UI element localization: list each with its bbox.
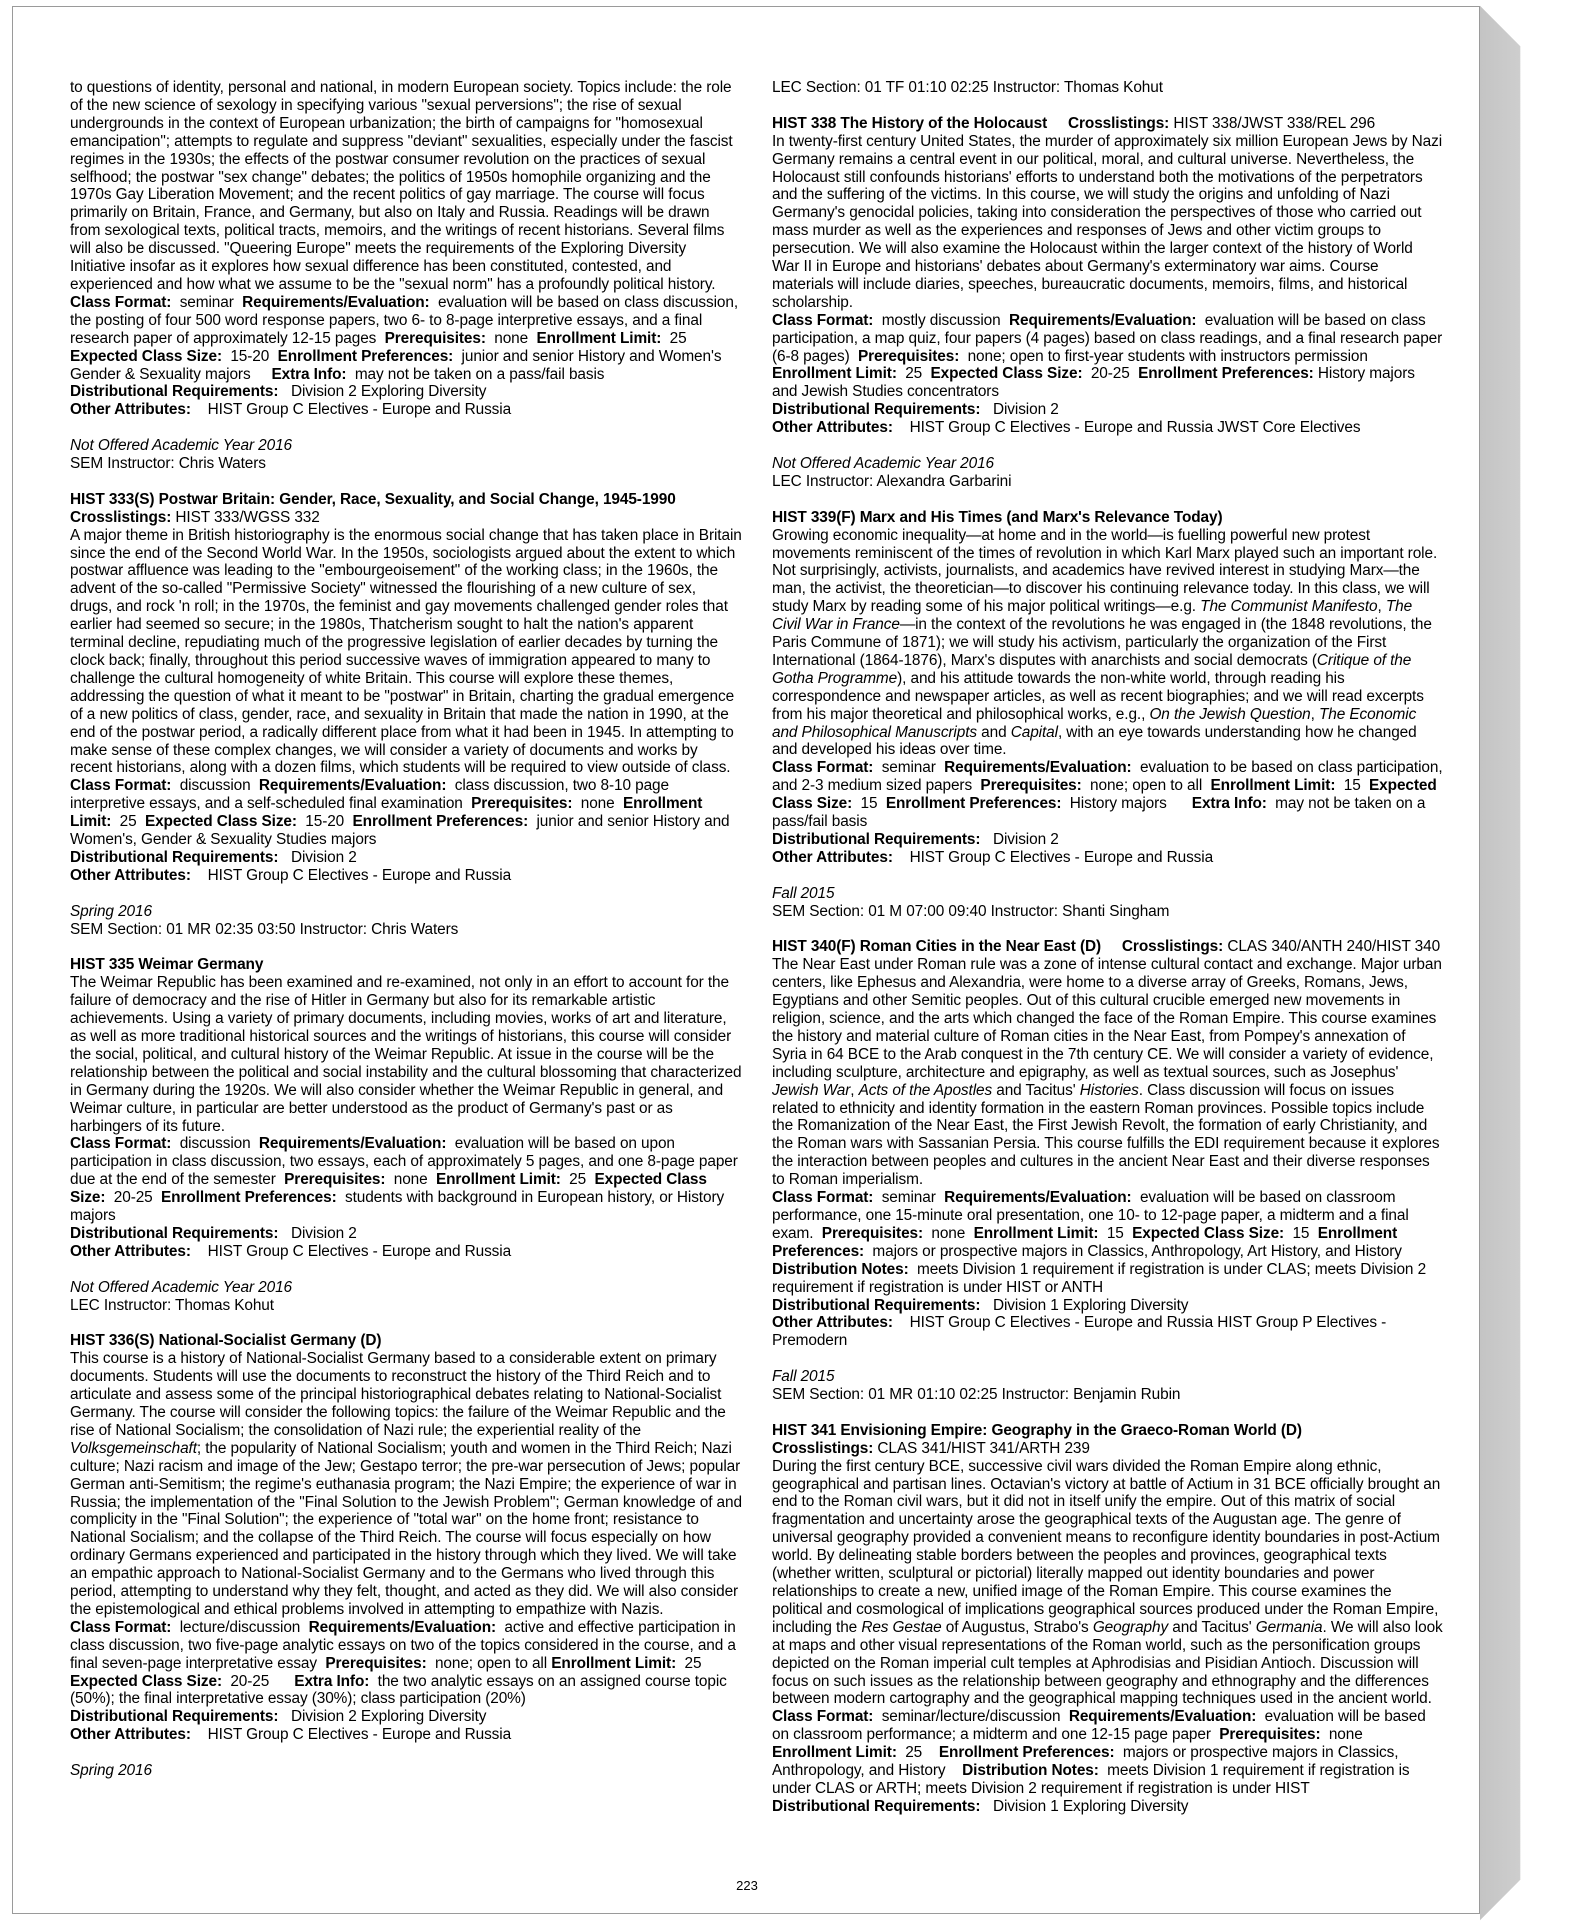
enrollment-limit-label: Enrollment Limit: (435, 1171, 561, 1189)
requirements-label: Requirements/Evaluation: (242, 293, 430, 311)
page-edge-shadow (1480, 0, 1576, 1926)
requirements-value: active and effective participation in class discussion, two five-page analytic essays on two of the topics considered in the course, and a final seven-page interpretative essay (70, 1618, 736, 1672)
prerequisites-value: none (580, 795, 615, 813)
description-part: During the first century BCE, successive civil wars divided the Roman Empire along ethnic, geographical and partisan lines. Octavian's victory at battle of Actium in 31 BCE officially brought an end to the Roman civil wars, but it did not in itself unify the empire. Out of this matrix of social fragmentation and uncertainty arose the geographical texts of the Augustan age. The genre of universal geography provided a convenient means to reconfigure identity boundaries in post-Actium world. By delineating stable borders between the peoples and provinces, geographical texts (whether written, sculptural or pictorial) literally mapped out identity boundaries and power relationships to create a new, unified image of the Roman Empire. This course examines the political and cosmological of implications geographical sources produced under the Roman Empire, including the (772, 1457, 1441, 1636)
course-description (772, 956, 1444, 1189)
enrollment-limit-label: Enrollment Limit: (772, 365, 897, 383)
class-format-value: seminar/lecture/discussion (881, 1708, 1061, 1726)
enrollment-prefs-value: students with background in European history, or History majors (70, 1189, 725, 1225)
description-italic: Histories (1079, 1081, 1139, 1099)
extra-info-label: Extra Info: (294, 1672, 370, 1690)
course-details (772, 312, 1444, 402)
enrollment-limit-label: Enrollment Limit: (70, 795, 703, 831)
description-italic: Res Gestae (861, 1618, 942, 1636)
course-description: In twenty-first century United States, the murder of approximately six million European Jews by Nazi Germany remains a central event in our political, moral, and cultural universe. Nevertheless, the Holocaust still confounds historians' efforts to understand both the motivations of the perpetrators and the suffering of the victims. In this course, we will study the origins and unfolding of Nazi Germany's genocidal policies, taking into consideration the perspectives of those who carried out mass murder as well as the experiences and responses of Jews and other victim groups to persecution. We will also examine the Holocaust within the larger context of the history of World War II in Europe and historians' debates about Germany's exterminatory war aims. Course materials will include diaries, speeches, bureaucratic documents, memoirs, films, and historical scholarship. (772, 132, 1443, 311)
expected-size-value: 20-25 (230, 1672, 270, 1690)
offering-term: Not Offered Academic Year 2016 (70, 1278, 293, 1296)
description-part: , (1310, 705, 1319, 723)
offering-section: SEM Section: 01 MR 01:10 02:25 Instructor: Benjamin Rubin (772, 1386, 1181, 1404)
prerequisites-label: Prerequisites: (821, 1224, 924, 1242)
other-attributes-line (772, 419, 1444, 437)
distributional-value: Division 2 Exploring Diversity (290, 383, 487, 401)
other-attributes-value: HIST Group C Electives - Europe and Russia (207, 866, 512, 884)
crosslistings-value: CLAS 341/HIST 341/ARTH 239 (877, 1439, 1090, 1457)
crosslistings-label: Crosslistings: (1067, 114, 1170, 132)
offering-section: LEC Instructor: Alexandra Garbarini (772, 472, 1012, 490)
enrollment-limit-value: 25 (569, 1171, 587, 1189)
expected-size-value: 20-25 (1090, 365, 1130, 383)
course-details (70, 1135, 742, 1225)
course-heading-hist-340: HIST 340(F) Roman Cities in the Near East (D) (772, 938, 1102, 956)
distributional-label: Distributional Requirements: (772, 831, 981, 849)
class-format-value: discussion (179, 777, 251, 795)
distributional-value: Division 1 Exploring Diversity (992, 1296, 1189, 1314)
enrollment-limit-value: 25 (669, 329, 687, 347)
description-part: This course is a history of National-Socialist Germany based to a considerable extent on primary documents. Students will use the documents to reconstruct the history of the Third Reich and to articulate and assess some of the principal historiographical debates relating to National-Socialist Germany. The course will consider the following topics: the failure of the Weimar Republic and the rise of National Socialism; the consolidation of Nazi rule; the experiential reality of the (70, 1350, 726, 1439)
enrollment-limit-label: Enrollment Limit: (973, 1224, 1099, 1242)
enrollment-prefs-label: Enrollment Preferences: (885, 795, 1062, 813)
offering-term: Spring 2016 (70, 1762, 152, 1780)
distributional-line (772, 1798, 1444, 1816)
enrollment-prefs-label: Enrollment Preferences: (352, 813, 529, 831)
distributional-label: Distributional Requirements: (70, 848, 279, 866)
class-format-value: mostly discussion (881, 311, 1001, 329)
requirements-label: Requirements/Evaluation: (1068, 1708, 1257, 1726)
enrollment-prefs-value: junior and senior History and Women's, Gender & Sexuality Studies majors (70, 813, 730, 849)
expected-size-label: Expected Class Size: (70, 1171, 707, 1207)
course-details (70, 777, 742, 849)
other-attributes-value: HIST Group C Electives - Europe and Russia (909, 848, 1214, 866)
enrollment-limit-value: 25 (905, 365, 923, 383)
enrollment-prefs-label: Enrollment Preferences: (161, 1189, 337, 1207)
distributional-label: Distributional Requirements: (772, 1797, 981, 1815)
offering-term: Not Offered Academic Year 2016 (70, 437, 293, 455)
document-page (12, 6, 1480, 1914)
enrollment-limit-label: Enrollment Limit: (536, 329, 662, 347)
prerequisites-value: none; open to all (1090, 777, 1203, 795)
description-part: , (850, 1081, 859, 1099)
other-attributes-line (70, 1243, 742, 1261)
description-part: and Tacitus' (1168, 1618, 1256, 1636)
description-part: . We will also look at maps and other visual representations of the Roman world, such as the personification groups depicted on the Roman imperial cult temples at Aphrodisias and Pisidian Antioch. Discussion will focus on such issues as the relationship between geography and ethnography and the differences between modern cartography and the geographical mapping techniques used in the ancient world. (772, 1618, 1443, 1708)
course-heading-hist-341: HIST 341 Envisioning Empire: Geography in the Graeco-Roman World (D) (772, 1421, 1302, 1439)
prerequisites-value: none; open to first-year students with instructors permission (967, 347, 1368, 365)
prerequisites-value: none (393, 1171, 428, 1189)
description-italic: Germania (1255, 1618, 1323, 1636)
course-description (772, 527, 1444, 760)
distributional-label: Distributional Requirements: (70, 1224, 279, 1242)
requirements-label: Requirements/Evaluation: (258, 777, 447, 795)
enrollment-prefs-value: majors or prospective majors in Classics, Anthropology, and History (772, 1744, 1399, 1780)
requirements-value: evaluation will be based on class discussion, the posting of four 500 word response papers, two 6- to 8-page interpretive essays, and a final research paper of approximately 12-15 pages (70, 293, 739, 347)
distributional-line (70, 849, 742, 867)
enrollment-limit-label: Enrollment Limit: (551, 1654, 677, 1672)
offering-section: LEC Instructor: Thomas Kohut (70, 1296, 274, 1314)
extra-info-label: Extra Info: (1191, 795, 1267, 813)
other-attributes-label: Other Attributes: (772, 419, 893, 437)
offering-section: SEM Section: 01 MR 02:35 03:50 Instructor: Chris Waters (70, 920, 459, 938)
extra-info-value: may not be taken on a pass/fail basis (354, 365, 605, 383)
other-attributes-line (772, 1314, 1444, 1350)
description-part: . Class discussion will focus on issues related to ethnicity and identity formation in the eastern Roman provinces. Possible topics include the Romanization of the Near East, the First Jewish Revolt, the formation of early Christianity, and the Roman wars with Sassanian Persia. This course fulfills the EDI requirement because it explores the interaction between peoples and cultures in the ancient Near East and their diverse responses to Roman imperialism. (772, 1081, 1440, 1189)
other-attributes-line (70, 867, 742, 885)
class-format-label: Class Format: (772, 1189, 874, 1207)
class-format-label: Class Format: (70, 1618, 172, 1636)
crosslistings-label: Crosslistings: (70, 508, 172, 526)
distribution-notes-label: Distribution Notes: (962, 1762, 1099, 1780)
course-heading-line (772, 938, 1444, 956)
prerequisites-label: Prerequisites: (980, 777, 1082, 795)
other-attributes-label: Other Attributes: (70, 401, 191, 419)
crosslistings-label: Crosslistings: (772, 1439, 874, 1457)
course-details (772, 1708, 1444, 1798)
course-heading-hist-338: HIST 338 The History of the Holocaust (772, 114, 1048, 132)
description-italic: Geography (1092, 1618, 1169, 1636)
right-column (772, 79, 1444, 1816)
requirements-label: Requirements/Evaluation: (944, 759, 1132, 777)
other-attributes-line (70, 401, 742, 419)
crosslistings-label: Crosslistings: (1121, 938, 1224, 956)
requirements-label: Requirements/Evaluation: (258, 1135, 447, 1153)
class-format-label: Class Format: (772, 759, 874, 777)
other-attributes-label: Other Attributes: (772, 1314, 893, 1332)
expected-size-label: Expected Class Size: (70, 1672, 222, 1690)
description-italic: Capital (1010, 723, 1058, 741)
description-part: Growing economic inequality—at home and in the world—is fuelling powerful new protest movements reminiscent of the times of revolution in which Karl Marx played such an important role. Not surprisingly, activists, journalists, and academics have revived interest in studying Marx—the man, the activist, the theoretician—to discover his continuing relevance today. In this class, we will study Marx by reading some of his major political writings—e.g. (772, 526, 1438, 616)
description-italic: The Economic and Philosophical Manuscripts (772, 705, 1417, 741)
enrollment-prefs-label: Enrollment Preferences: (1138, 365, 1314, 383)
description-italic: On the Jewish Question (1149, 705, 1311, 723)
crosslistings-value: HIST 333/WGSS 332 (175, 508, 320, 526)
course-description (70, 1350, 742, 1619)
enrollment-limit-label: Enrollment Limit: (1210, 777, 1336, 795)
prerequisites-label: Prerequisites: (1219, 1726, 1321, 1744)
expected-size-value: 20-25 (113, 1189, 153, 1207)
class-format-value: seminar (179, 293, 234, 311)
requirements-value: evaluation will be based on classroom performance, one 15-minute oral presentation, one 10- to 12-page paper, a midterm and a final exam. (772, 1189, 1409, 1242)
class-format-value: discussion (179, 1135, 251, 1153)
distributional-line (70, 1225, 742, 1243)
course-heading-hist-336: HIST 336(S) National-Socialist Germany (D) (70, 1332, 382, 1350)
prerequisites-label: Prerequisites: (471, 795, 573, 813)
other-attributes-line (772, 849, 1444, 867)
course-description (772, 1458, 1444, 1709)
left-column (70, 79, 742, 1780)
extra-info-value: may not be taken on a pass/fail basis (772, 795, 1426, 831)
other-attributes-value: HIST Group C Electives - Europe and Russia JWST Core Electives (909, 419, 1361, 437)
other-attributes-label: Other Attributes: (772, 848, 893, 866)
description-part: ; the popularity of National Socialism; youth and women in the Third Reich; Nazi culture; Nazi racism and image of the Jew; Gestapo terror; the pre-war persecution of Jews; popular German anti-Semitism; the regime's euthanasia program; the Nazi Empire; the experience of war in Russia; the implementation of the "Final Solution to the Jewish Problem"; German knowledge of and complicity in the "Final Solution"; the experience of "total war" on the home front; resistance to National Socialism; and the collapse of the Third Reich. The course will focus especially on how ordinary Germans experienced and participated in the history through which they lived. We will take an empathic approach to National-Socialist Germany and to the Germans who lived through this period, attempting to understand why they felt, thought, and acted as they did. We will also consider the epistemological and ethical problems involved in attempting to empathize with Nazis. (70, 1439, 742, 1618)
crosslistings-value: HIST 338/JWST 338/REL 296 (1173, 114, 1376, 132)
crosslistings-line (70, 509, 742, 527)
course-description: The Weimar Republic has been examined and re-examined, not only in an effort to account for the failure of democracy and the rise of Hitler in Germany but also for its remarkable artistic achievements. Using a variety of primary documents, including movies, works of art and literature, as well as more traditional historical sources and the writings of historians, this course will consider the social, political, and cultural history of the Weimar Republic. At issue in the course will be the relationship between the political and social instability and the cultural blossoming that characterized in Germany during the 1920s. We will also consider whether the Weimar Republic in general, and Weimar culture, in particular are better understood as the product of Germany's past or as harbingers of its future. (70, 974, 742, 1135)
expected-size-label: Expected Class Size: (70, 347, 222, 365)
distributional-line (70, 1708, 742, 1726)
class-format-label: Class Format: (772, 1708, 874, 1726)
other-attributes-value: HIST Group C Electives - Europe and Russia (207, 1726, 512, 1744)
prerequisites-label: Prerequisites: (857, 347, 960, 365)
prerequisites-label: Prerequisites: (325, 1654, 427, 1672)
extra-info-label: Extra Info: (271, 365, 347, 383)
course-heading-hist-339: HIST 339(F) Marx and His Times (and Marx's Relevance Today) (772, 508, 1223, 526)
crosslistings-line (772, 1440, 1444, 1458)
enrollment-prefs-label: Enrollment Preferences: (277, 347, 454, 365)
distributional-value: Division 2 (290, 848, 357, 866)
description-part: The Near East under Roman rule was a zone of intense cultural contact and exchange. Major urban centers, like Ephesus and Alexandria, were home to a diverse array of Greeks, Romans, Jews, Egyptians and other Semitic peoples. Out of this cultural crucible emerged new movements in religion, science, and the arts which changed the face of the Roman Empire. This course examines the history and material culture of Roman cities in the Near East, from Pompey's annexation of Syria in 64 BCE to the Arab conquest in the 7th century CE. We will consider a variety of evidence, including sculpture, architecture and epigraphy, as well as textual sources, such as Josephus' (772, 956, 1442, 1081)
distribution-notes-label: Distribution Notes: (772, 1260, 909, 1278)
description-italic: Critique of the Gotha Programme (772, 651, 1412, 687)
description-italic: The Communist Manifesto (1200, 598, 1378, 616)
requirements-label: Requirements/Evaluation: (1008, 311, 1197, 329)
class-format-label: Class Format: (70, 777, 172, 795)
enrollment-prefs-label: Enrollment Preferences: (938, 1744, 1115, 1762)
distributional-line (70, 383, 742, 401)
expected-size-value: 15-20 (230, 347, 270, 365)
distribution-notes-value: meets Division 1 requirement if registration is under CLAS or ARTH; meets Division 2 requirement if registration is under HIST (772, 1762, 1410, 1797)
prerequisites-value: none (494, 329, 529, 347)
offering-term: Fall 2015 (772, 884, 835, 902)
class-format-label: Class Format: (70, 293, 172, 311)
expected-size-label: Expected Class Size: (144, 813, 297, 831)
distributional-value: Division 2 (290, 1224, 357, 1242)
enrollment-prefs-value: junior and senior History and Women's Gender & Sexuality majors (70, 347, 722, 383)
enrollment-prefs-value: History majors and Jewish Studies concentrators (772, 365, 1415, 401)
expected-size-label: Expected Class Size: (1132, 1224, 1285, 1242)
description-italic: Volksgemeinschaft (70, 1439, 197, 1457)
enrollment-prefs-label: Enrollment Preferences: (772, 1224, 1398, 1260)
description-part: —in the context of the revolutions he was engaged in (the 1848 revolutions, the Paris Commune of 1871); we will study his activism, particularly the organization of the First International (1864-1876), Marx's disputes with anarchists and social democrats ( (772, 616, 1432, 669)
enrollment-limit-label: Enrollment Limit: (772, 1744, 897, 1762)
distributional-label: Distributional Requirements: (70, 383, 279, 401)
distributional-value: Division 1 Exploring Diversity (992, 1797, 1189, 1815)
description-part: ), and his attitude towards the non-white world, through reading his correspondence and newspaper articles, as well as recent biographies; and we will read excerpts from his major theoretical and philosophical works, e.g., (772, 669, 1424, 723)
offering-info: SEM Instructor: Chris Waters (70, 455, 266, 473)
prerequisites-value: none (1328, 1726, 1363, 1744)
description-italic: Jewish War (772, 1081, 851, 1099)
distributional-line (772, 831, 1444, 849)
requirements-label: Requirements/Evaluation: (944, 1189, 1132, 1207)
prerequisites-value: none; open to all (434, 1654, 548, 1672)
requirements-value: evaluation will be based on class participation, a map quiz, four papers (4 pages) based on class readings, and a final research paper (6-8 pages) (772, 311, 1443, 365)
description-part: , (1377, 598, 1386, 616)
distributional-label: Distributional Requirements: (772, 1296, 981, 1314)
offering-section: LEC Section: 01 TF 01:10 02:25 Instructor: Thomas Kohut (772, 79, 1163, 96)
other-attributes-value: HIST Group C Electives - Europe and Russia (207, 401, 512, 419)
expected-size-value: 15-20 (305, 813, 345, 831)
offering-term: Fall 2015 (772, 1368, 835, 1386)
offering-section: SEM Section: 01 M 07:00 09:40 Instructor: Shanti Singham (772, 902, 1170, 920)
class-format-value: seminar (881, 1189, 936, 1207)
class-format-value: lecture/discussion (179, 1618, 301, 1636)
distributional-line (772, 401, 1444, 419)
course-heading-hist-335: HIST 335 Weimar Germany (70, 956, 264, 974)
other-attributes-line (70, 1726, 742, 1744)
requirements-value: evaluation to be based on class participation, and 2-3 medium sized papers (772, 759, 1443, 795)
enrollment-limit-value: 15 (1343, 777, 1361, 795)
extra-info-value: the two analytic essays on an assigned course topic (50%); the final interpretative essay (30%); class participation (20%) (70, 1672, 727, 1708)
class-format-value: seminar (881, 759, 936, 777)
distributional-line (772, 1297, 1444, 1315)
description-part: and (977, 723, 1011, 741)
expected-size-value: 15 (1292, 1224, 1310, 1242)
other-attributes-value: HIST Group C Electives - Europe and Russia (207, 1242, 512, 1260)
enrollment-limit-value: 25 (119, 813, 137, 831)
description-part: and Tacitus' (992, 1081, 1080, 1099)
enrollment-limit-value: 25 (905, 1744, 923, 1762)
course-details (70, 294, 742, 384)
expected-size-label: Expected Class Size: (772, 777, 1437, 813)
requirements-value: evaluation will be based on classroom performance; a midterm and one 12-15 page paper (772, 1708, 1426, 1744)
description-italic: The Civil War in France (772, 598, 1413, 634)
enrollment-limit-value: 15 (1106, 1224, 1124, 1242)
course-heading-hist-333: HIST 333(S) Postwar Britain: Gender, Race, Sexuality, and Social Change, 1945-1990 (70, 490, 676, 508)
distributional-label: Distributional Requirements: (70, 1708, 279, 1726)
other-attributes-label: Other Attributes: (70, 1242, 191, 1260)
expected-size-value: 15 (860, 795, 878, 813)
distribution-notes-line (772, 1261, 1444, 1297)
prerequisites-value: none (931, 1224, 966, 1242)
offering-term: Spring 2016 (70, 902, 152, 920)
expected-size-label: Expected Class Size: (930, 365, 1083, 383)
course-description: A major theme in British historiography is the enormous social change that has taken place in Britain since the end of the Second World War. In the 1950s, sociologists argued about the extent to which postwar affluence was leading to the "embourgeoisement" of the working class; in the 1960s, the advent of the so-called "Permissive Society" witnessed the flourishing of a new culture of sex, drugs, and rock 'n roll; in the 1970s, the feminist and gay movements challenged gender roles that earlier had seemed so secure; in the 1980s, Thatcherism sought to halt the nation's apparent terminal decline, repudiating much of the progressive legislation of earlier decades by turning the clock back; finally, throughout this period successive waves of immigration appeared to many to challenge the cultural homogeneity of white Britain. This course will explore these themes, addressing the question of what it meant to be "postwar" in Britain, charting the gradual emergence of a new politics of class, gender, race, and sexuality in Britain that made the nation in 1990, at the end of the postwar period, a radically different place from what it had been in 1945. In attempting to make sense of these complex changes, we will consider a variety of documents and works by recent historians, along with a dozen films, which students will be required to view outside of class. (70, 526, 742, 777)
course-description: to questions of identity, personal and national, in modern European society. Topics include: the role of the new science of sexology in specifying various "sexual perversions"; the rise of sexual undergrounds in the context of European urbanization; the birth of campaigns for "homosexual emancipation"; attempts to regulate and suppress "deviant" sexualities, especially under the fascist regimes in the 1930s; the effects of the postwar consumer revolution on the practices of sexual selfhood; the postwar "sex change" debates; the politics of 1950s homophile organizing and the 1970s Gay Liberation Movement; and the recent politics of gay marriage. The course will focus primarily on Britain, France, and Germany, but also on Italy and Russia. Readings will be drawn from sexological texts, political tracts, memoirs, and the writings of recent historians. Several films will also be discussed. "Queering Europe" meets the requirements of the Exploring Diversity Initiative insofar as it explores how sexual difference has been constituted, contested, and experienced and how what we assume to be the "sexual norm" has a profoundly political history. (70, 79, 733, 293)
class-format-label: Class Format: (70, 1135, 172, 1153)
page-number: 223 (736, 1878, 758, 1893)
distributional-value: Division 2 Exploring Diversity (290, 1708, 487, 1726)
description-part: , with an eye towards understanding how he changed and developed his ideas over time. (772, 723, 1417, 759)
enrollment-prefs-value: majors or prospective majors in Classics, Anthropology, Art History, and History (872, 1242, 1402, 1260)
other-attributes-value: HIST Group C Electives - Europe and Russia HIST Group P Electives - Premodern (772, 1314, 1387, 1350)
course-details (772, 1189, 1444, 1261)
description-part: of Augustus, Strabo's (941, 1618, 1093, 1636)
prerequisites-label: Prerequisites: (284, 1171, 386, 1189)
course-details (772, 759, 1444, 831)
requirements-value: class discussion, two 8-10 page interpretive essays, and a self-scheduled final examination (70, 777, 669, 813)
course-details (70, 1619, 742, 1709)
enrollment-prefs-value: History majors (1069, 795, 1167, 813)
offering-term: Not Offered Academic Year 2016 (772, 455, 995, 472)
distributional-value: Division 2 (992, 401, 1059, 419)
enrollment-limit-value: 25 (684, 1654, 702, 1672)
class-format-label: Class Format: (772, 311, 874, 329)
distributional-value: Division 2 (992, 831, 1059, 849)
other-attributes-label: Other Attributes: (70, 866, 191, 884)
distributional-label: Distributional Requirements: (772, 401, 981, 419)
requirements-value: evaluation will be based on upon participation in class discussion, two essays, each of approximately 5 pages, and one 8-page paper due at the end of the semester (70, 1135, 738, 1189)
description-italic: Acts of the Apostles (858, 1081, 993, 1099)
distribution-notes-value: meets Division 1 requirement if registration is under CLAS; meets Division 2 requirement if registration is under HIST or ANTH (772, 1260, 1427, 1296)
other-attributes-label: Other Attributes: (70, 1726, 191, 1744)
prerequisites-label: Prerequisites: (384, 329, 486, 347)
course-heading-line (772, 115, 1444, 133)
crosslistings-value: CLAS 340/ANTH 240/HIST 340 (1227, 938, 1441, 956)
requirements-label: Requirements/Evaluation: (308, 1618, 497, 1636)
